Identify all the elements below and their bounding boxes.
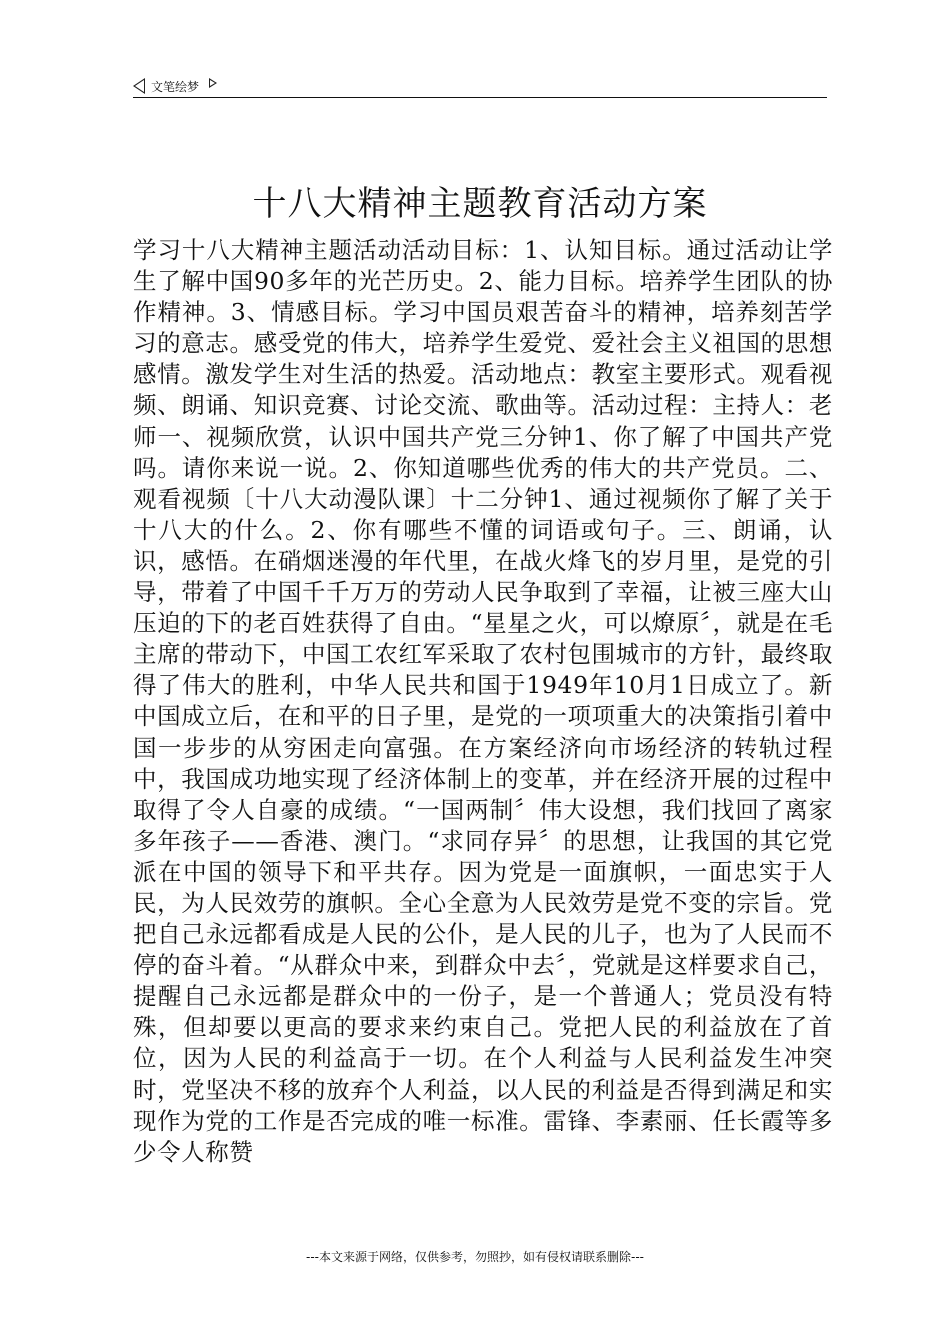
page-header: [133, 74, 827, 98]
header-brand: 文笔绘梦: [151, 79, 200, 94]
footer-notice: ---本文来源于网络，仅供参考，勿照抄，如有侵权请联系删除---: [306, 1250, 644, 1264]
triangle-left-outline-icon: [133, 78, 145, 94]
document-body: 学习十八大精神主题活动活动目标：1、认知目标。通过活动让学生了解中国90多年的光芒历史。2、能力目标。培养学生团队的协作精神。3、情感目标。学习中国员艰苦奋斗的精神，培养刻苦学习的意志。感受党的伟大，培养学生爱党、爱社会主义祖国的思想感情。激发学生对生活的热爱。活动地点：教室主要形式。观看视频、朗诵、知识竞赛、讨论交流、歌曲等。活动过程：主持人：老师一、视频欣赏，认识中国共产党三分钟1、你了解了中国共产党吗。请你来说一说。2、你知道哪些优秀的伟大的共产党员。二、观看视频〔十八大动漫队课〕十二分钟1、通过视频你了解了关于十八大的什么。2、你有哪些不懂的词语或句子。三、朗诵，认识，感悟。在硝烟迷漫的年代里，在战火烽飞的岁月里，是党的引导，带着了中国千千万万的劳动人民争取到了幸福，让被三座大山压迫的下的老百姓获得了自由。“星星之火，可以燎原〞，就是在毛主席的带动下，中国工农红军采取了农村包围城市的方针，最终取得了伟大的胜利，中华人民共和国于1949年10月1日成立了。新中国成立后，在和平的日子里，是党的一项项重大的决策指引着中国一步步的从穷困走向富强。在方案经济向市场经济的转轨过程中，我国成功地实现了经济体制上的变革，并在经济开展的过程中取得了令人自豪的成绩。“一国两制〞伟大设想，我们找回了离家多年孩子——香港、澳门。“求同存异〞的思想，让我国的其它党派在中国的领导下和平共存。因为党是一面旗帜，一面忠实于人民，为人民效劳的旗帜。全心全意为人民效劳是党不变的宗旨。党把自己永远都看成是人民的公仆，是人民的儿子，也为了人民而不停的奋斗着。“从群众中来，到群众中去〞，党就是这样要求自己，提醒自己永远都是群众中的一份子，是一个普通人；党员没有特殊，但却要以更高的要求来约束自己。党把人民的利益放在了首位，因为人民的利益高于一切。在个人利益与人民利益发生冲突时，党坚决不移的放弃个人利益，以人民的利益是否得到满足和实现作为党的工作是否完成的唯一标准。雷锋、李素丽、任长霞等多少令人称赞: [133, 236, 833, 1166]
header-divider: [133, 97, 827, 98]
document-title: 十八大精神主题教育活动方案: [252, 184, 708, 224]
triangle-right-outline-icon: [209, 78, 217, 88]
